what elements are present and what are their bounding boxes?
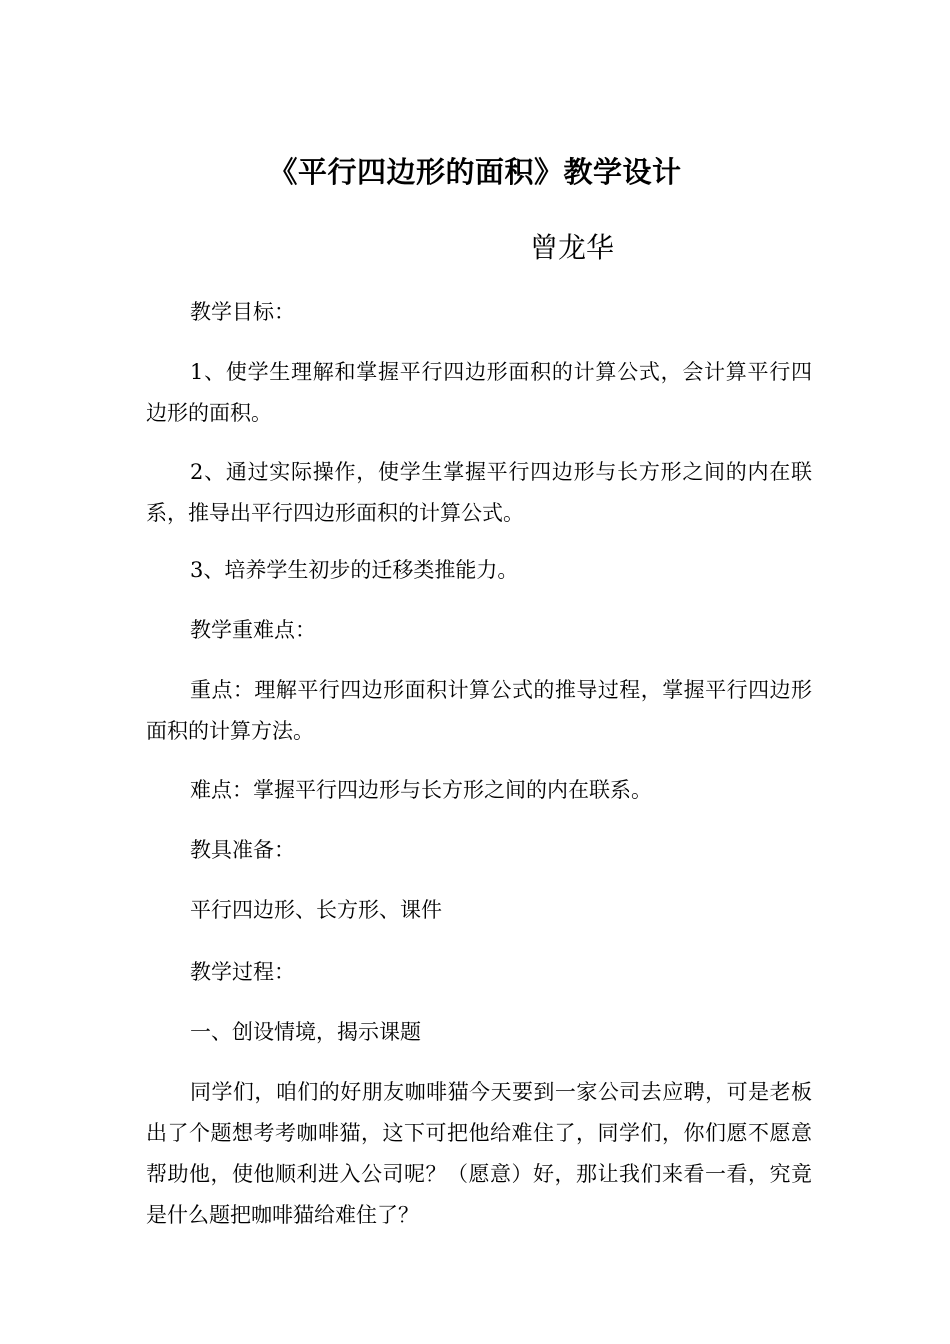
materials-list: 平行四边形、长方形、课件 <box>190 898 442 922</box>
process-step-1-text: 同学们，咱们的好朋友咖啡猫今天要到一家公司去应聘，可是老板出了个题想考考咖啡猫，这下可把他给难住了，同学们，你们愿不愿意帮助他，使他顺利进入公司呢？（愿意）好，那让我们来看一看，究竟是什么题把咖啡猫给难住了？ <box>146 1080 812 1227</box>
difficult-point: 难点：掌握平行四边形与长方形之间的内在联系。 <box>190 778 652 802</box>
section-heading-objectives: 教学目标： <box>190 300 295 324</box>
document-title: 《平行四边形的面积》教学设计 <box>268 155 682 189</box>
section-heading-key-points: 教学重难点： <box>190 618 316 642</box>
key-point: 重点：理解平行四边形面积计算公式的推导过程，掌握平行四边形面积的计算方法。 <box>146 678 812 743</box>
section-heading-process: 教学过程： <box>190 960 295 984</box>
author-name: 曾龙华 <box>530 231 615 264</box>
process-step-1-heading: 一、创设情境，揭示课题 <box>190 1020 421 1044</box>
objective-1: 1、使学生理解和掌握平行四边形面积的计算公式，会计算平行四边形的面积。 <box>146 360 812 425</box>
section-heading-materials: 教具准备： <box>190 838 295 862</box>
objective-2: 2、通过实际操作，使学生掌握平行四边形与长方形之间的内在联系，推导出平行四边形面积的计算公式。 <box>146 460 812 525</box>
objective-3: 3、培养学生初步的迁移类推能力。 <box>190 558 519 582</box>
